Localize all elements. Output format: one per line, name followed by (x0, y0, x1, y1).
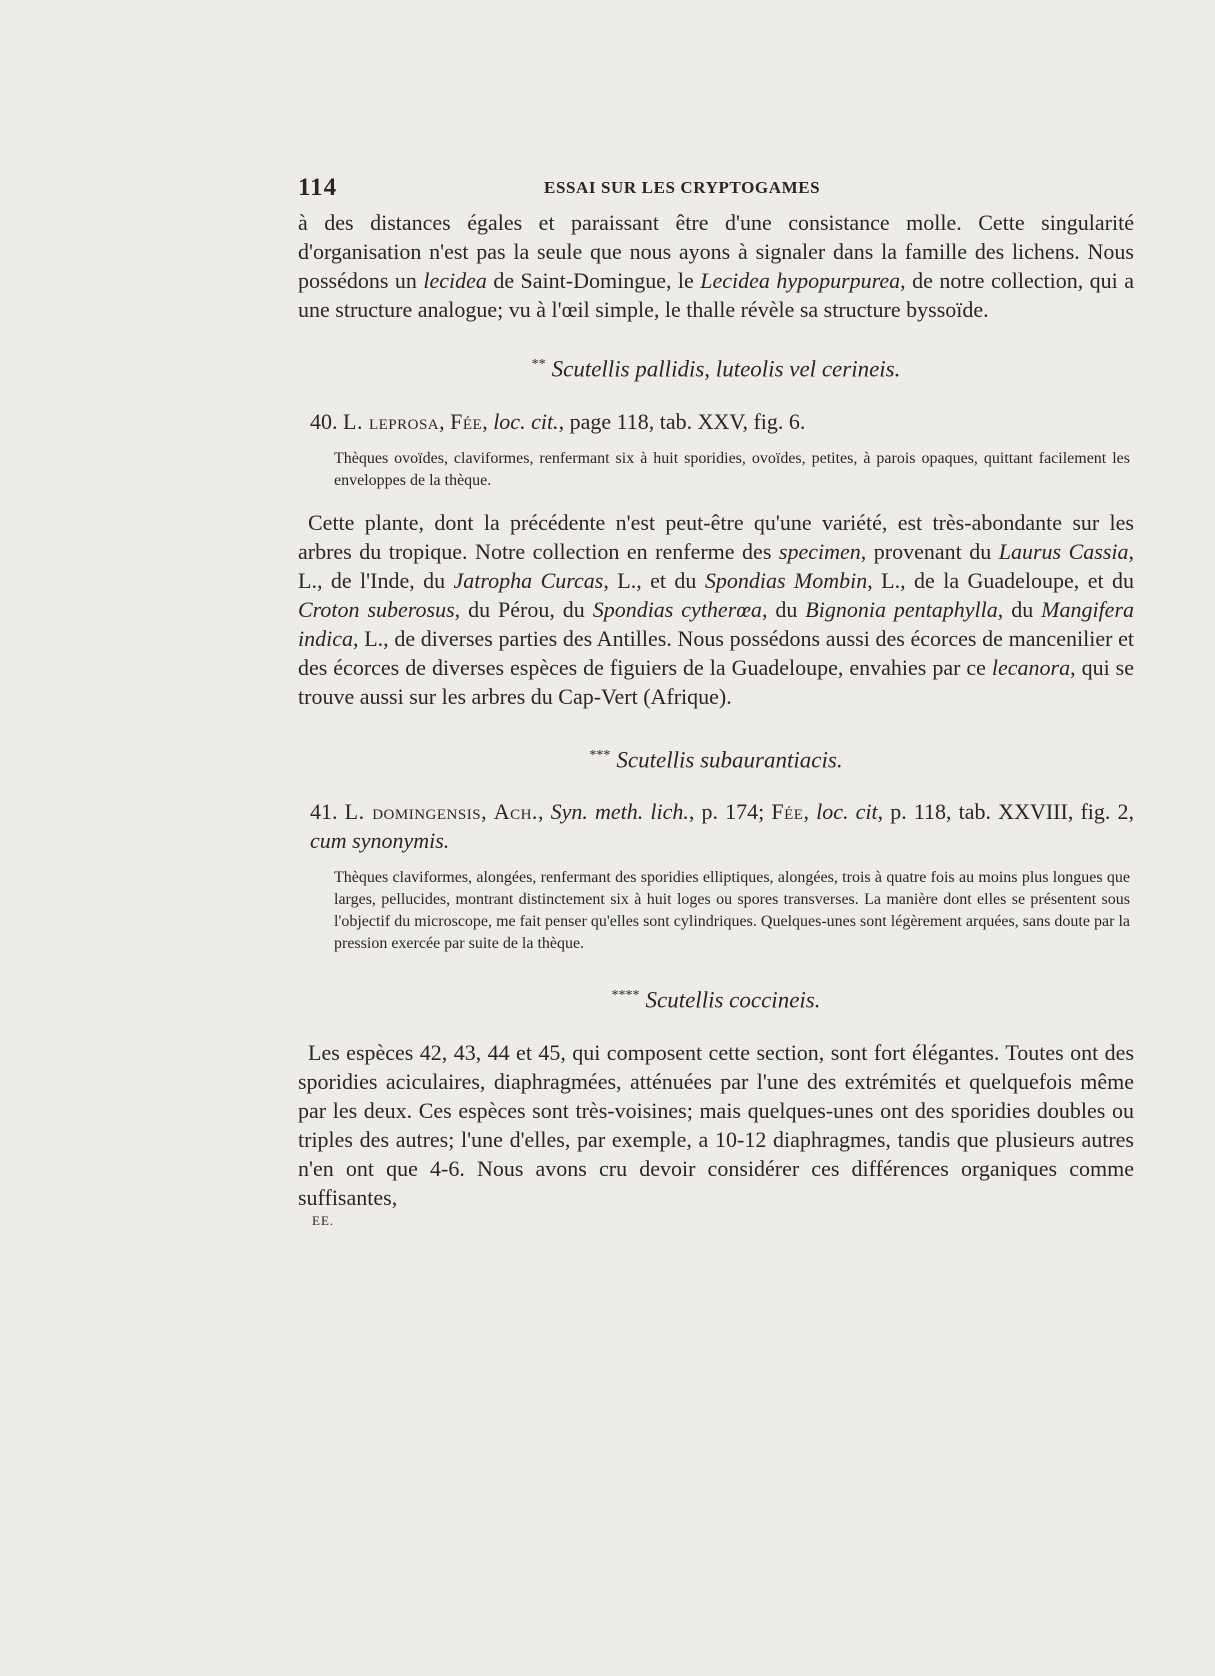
text-run: , (439, 408, 451, 434)
text-run: , (482, 408, 494, 434)
text-run: , L., de l'Inde, du (298, 538, 1135, 593)
paragraph-section-note: Les espèces 42, 43, 44 et 45, qui composent cette section, sont fort élégantes. Toutes ont des sporidies aciculaires, diaphragmées, atténuées par l'une des extrémités et quelquefois même par les deux. Ces espèces sont très-voisines; mais quelques-unes ont des sporidies doubles ou triples des autres; l'une d'elles, par exemple, a 10-12 diaphragmes, tandis que plusieurs autres n'en ont que 4-6. Nous avons cru devoir considérer ces différences organiques comme suffisantes, (298, 1039, 1134, 1210)
text-run: , p. 174; (688, 799, 772, 825)
species-name: L. domingensis (344, 799, 482, 825)
text-run: , qui se trouve aussi sur les arbres du Cap-Vert (Afrique). (298, 654, 1134, 709)
text-run: , (803, 799, 817, 825)
reference: cum synonymis. (310, 828, 450, 854)
taxon-name: Laurus Cassia (998, 538, 1129, 564)
text-run: , L., de diverses parties des Antilles. Nous possédons aussi des écorces de mancenilier et des écorces de diverses espèces de figuiers de la Guadeloupe, envahies par ce (298, 625, 1134, 680)
taxon-name: lecidea (423, 268, 487, 293)
text-run: , page 118, tab. XXV, fig. 6. (558, 408, 806, 434)
running-title: ESSAI SUR LES CRYPTOGAMES (544, 178, 821, 197)
text-run: Cette plante, dont la précédente n'est peut-être qu'une variété, est très-abondante sur les arbres du tropique. Notre collection en renferme des (298, 509, 1134, 564)
section-heading-2 (298, 350, 1134, 385)
taxon-name: Mangifera indica (298, 596, 1135, 651)
reference: loc. cit (816, 799, 878, 825)
entry-number: 40. (310, 408, 343, 434)
section-heading-4 (298, 981, 1134, 1016)
taxon-name: Lecidea hypopurpurea (700, 268, 901, 293)
text-run: , du (761, 596, 806, 622)
species-description-41: Thèques claviformes, alongées, renfermant des sporidies elliptiques, alongées, trois à quatre fois au moins plus longues que larges, pellucides, montrant distinctement six à huit loges ou spores transverses. La manière dont elles se présentent sous l'objectif du microscope, me fait penser qu'elles sont cylindriques. Quelques-unes sont légèrement arquées, sans doute par la pression exercée par suite de la thèque. (334, 869, 1130, 953)
section-title: Scutellis coccineis. (645, 987, 821, 1013)
paragraph-habitat (298, 508, 1134, 711)
section-stars: ** (531, 357, 546, 372)
text-block (298, 208, 1134, 1230)
text-run: à des distances égales et paraissant être d'une consistance molle. Cette singularité d'organisation n'est pas la seule que nous ayons à signaler dans la famille des lichens. Nous possédons un (298, 210, 1134, 293)
text-run: , p. 118, tab. XXVIII, fig. 2, (877, 799, 1135, 825)
author: Ach. (493, 799, 538, 825)
species-entry-41 (298, 797, 1134, 855)
text-run: , (481, 799, 494, 825)
text-run: , L., et du (603, 567, 705, 593)
section-heading-3 (298, 741, 1134, 776)
signature-mark: EE. (312, 1212, 335, 1228)
section-title: Scutellis pallidis, luteolis vel cerineis. (551, 356, 901, 382)
paragraph-continuation (298, 208, 1134, 324)
text-run: , (537, 799, 551, 825)
taxon-name: Croton suberosus (298, 596, 455, 622)
taxon-name: lecanora (991, 654, 1071, 680)
author: Fée (771, 799, 804, 825)
species-name: L. leprosa (343, 408, 440, 434)
page-number: 114 (298, 174, 338, 201)
species-entry-40 (298, 407, 1134, 436)
section-stars: *** (589, 747, 611, 763)
text-run: de Saint-Domingue, le (486, 268, 701, 293)
section-title: Scutellis subaurantiacis. (616, 747, 843, 773)
taxon-name: Spondias Mombin (704, 567, 868, 593)
text-run: , du (997, 596, 1042, 622)
reference: loc. cit. (493, 408, 559, 434)
taxon-name: Spondias cytherœa (592, 596, 762, 622)
author: Fée (450, 408, 483, 434)
term: specimen (778, 538, 861, 564)
page-header (298, 174, 1134, 204)
text-run: , provenant du (860, 538, 999, 564)
text-run: , de notre collection, qui a une structure analogue; vu à l'œil simple, le thalle révèle sa structure byssoïde. (298, 268, 1134, 322)
text-run: , du Pérou, du (454, 596, 593, 622)
taxon-name: Jatropha Curcas (453, 567, 604, 593)
taxon-name: Bignonia pentaphylla (805, 596, 998, 622)
entry-number: 41. (310, 799, 345, 825)
reference: Syn. meth. lich. (550, 799, 689, 825)
species-description-40: Thèques ovoïdes, claviformes, renfermant six à huit sporidies, ovoïdes, petites, à parois opaques, quittant facilement les enveloppes de la thèque. (334, 449, 1130, 489)
text-run: , L., de la Guadeloupe, et du (867, 567, 1134, 593)
section-stars: **** (611, 988, 640, 1004)
